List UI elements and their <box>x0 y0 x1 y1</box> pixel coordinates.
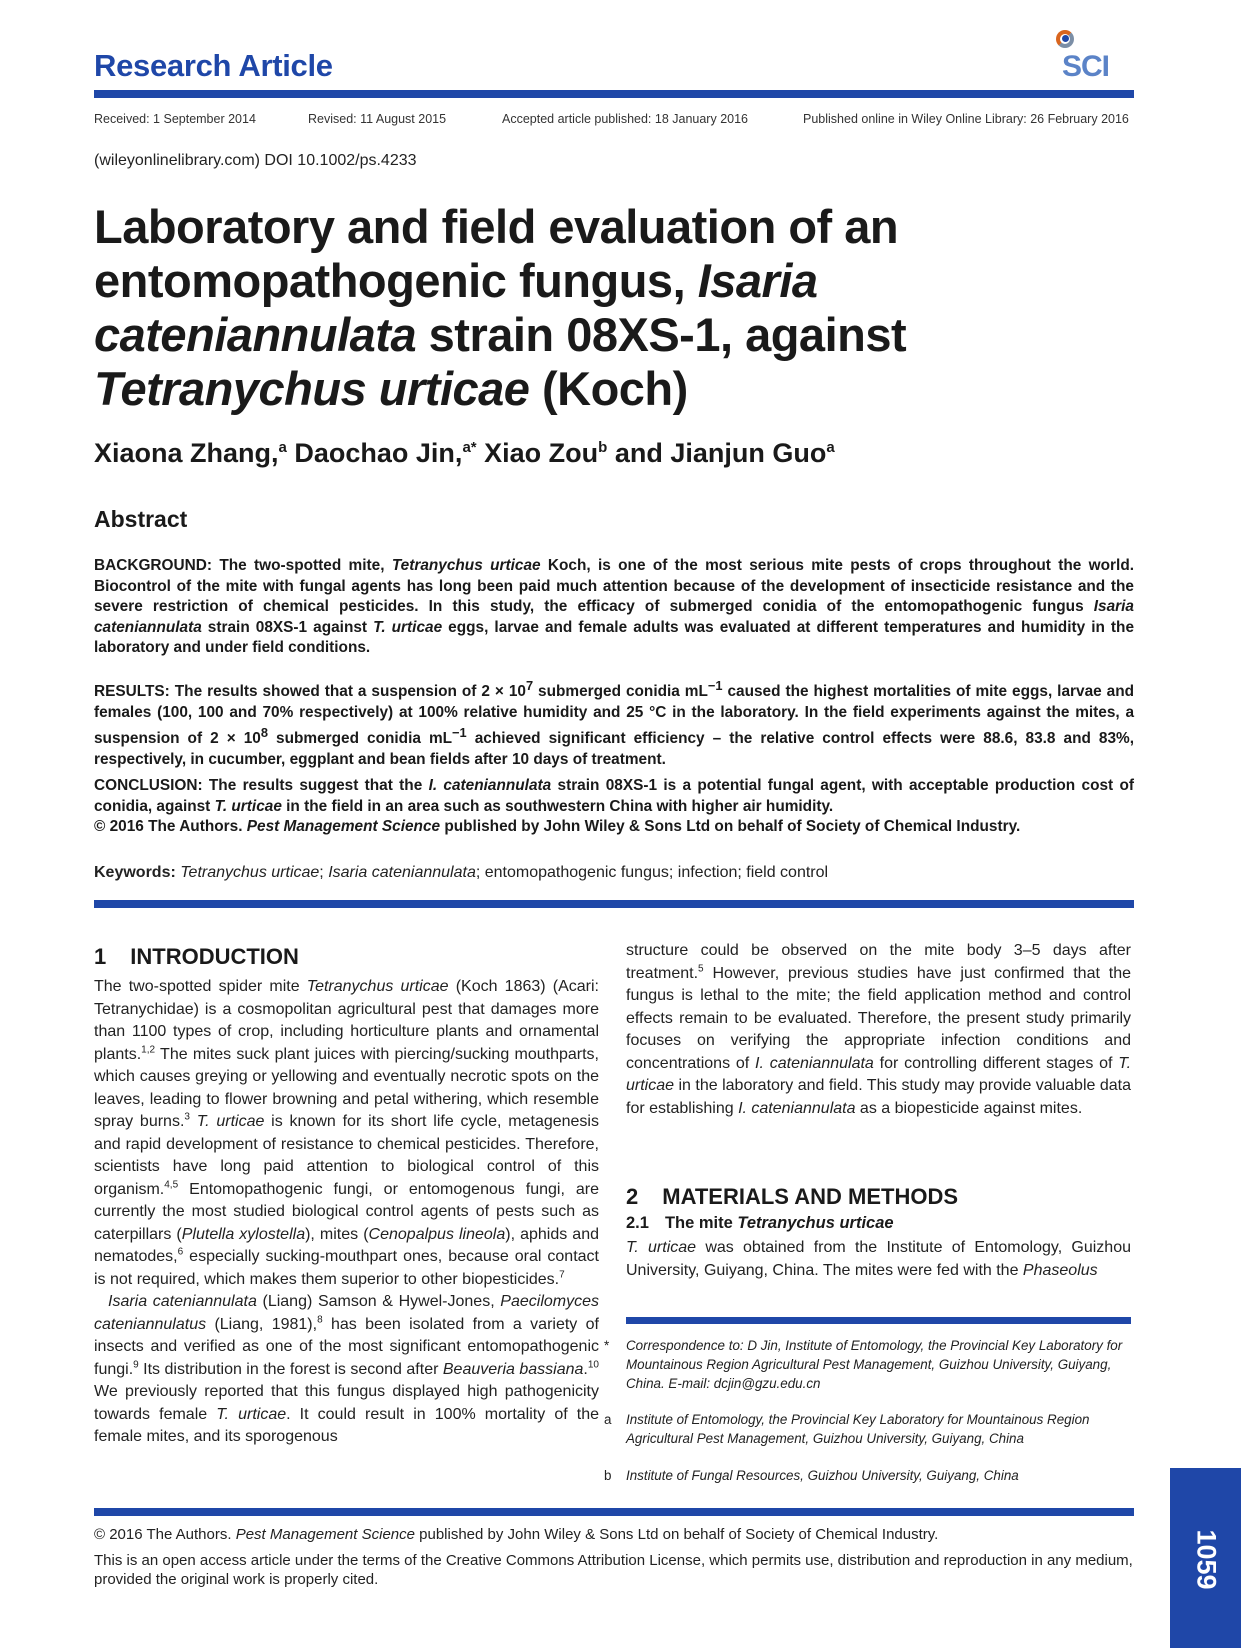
species-name: T. urticae <box>373 618 443 636</box>
keywords-label: Keywords: <box>94 864 176 881</box>
affiliation-b: b Institute of Fungal Resources, Guizhou University, Guiyang, China <box>604 1468 1019 1483</box>
intro-paragraph: Isaria cateniannulata (Liang) Samson & Hywel-Jones, Paecilomyces cateniannulatus (Liang, 1981),$^8$ has been isolated from a variety of insects and verified as one of the most significant entomopathogenic fungi.$^9$ Its distribution in the forest is second after Beauveria bassiana.$^{10}$ We previously reported that this fungus displayed high pathogenicity towards female T. urticae. It could result in 100% mortality of the female mites, and its sporogenous <box>94 1293 600 1445</box>
keyword: Isaria cateniannulata <box>328 864 476 881</box>
exponent: 8 <box>260 725 268 741</box>
results-label: RESULTS: <box>94 683 170 701</box>
title-text: strain 08XS-1, against <box>416 308 907 361</box>
abstract-text: achieved significant efficiency – the relative control effects were 88.6, 83.8 and 83%, respectively, in cucumber, eggplant and bean fields after 10 days of treatment. <box>94 730 1134 768</box>
doi: (wileyonlinelibrary.com) DOI 10.1002/ps.4233 <box>94 152 417 169</box>
conclusion-label: CONCLUSION: <box>94 777 203 794</box>
exponent: −1 <box>707 678 723 693</box>
abstract-text: The results suggest that the <box>202 777 429 794</box>
keyword-separator: ; <box>319 864 329 881</box>
methods-paragraph: T. urticae was obtained from the Institute of Entomology, Guizhou University, Guiyang, China. The mites were fed with the Phaseolus <box>626 1239 1131 1279</box>
title-species: Isaria cateniannulata <box>94 254 818 361</box>
citation-ref[interactable]: 1,2 <box>141 1044 156 1056</box>
abstract-text: strain 08XS-1 against <box>201 618 374 636</box>
footnote-mark: * <box>604 1338 610 1353</box>
subsection-heading <box>626 1214 894 1233</box>
citation-ref[interactable]: 5 <box>698 963 704 975</box>
abstract-text: The results showed that a suspension of 2 × 10 <box>169 683 526 701</box>
author-affiliation: b <box>598 439 608 456</box>
author-affiliation: a <box>826 439 835 456</box>
license-statement: This is an open access article under the terms of the Creative Commons Attribution License, which permits use, distribution and reproduction in any medium, provided the original work is properly cited. <box>94 1552 1133 1588</box>
citation-ref[interactable]: 7 <box>559 1269 565 1281</box>
abstract-text: eggs, larvae and female adults was evaluated at different temperatures and humidity in the laboratory and under field conditions. <box>94 618 1135 656</box>
background-label: BACKGROUND: <box>94 557 212 574</box>
abstract-conclusion <box>94 776 1134 838</box>
section-title: MATERIALS AND METHODS <box>662 1184 959 1209</box>
section-number: 2 <box>626 1184 639 1209</box>
journal-name: Pest Management Science <box>246 818 441 835</box>
header-rule <box>94 90 1134 98</box>
footer-copyright: © 2016 The Authors. Pest Management Science published by John Wiley & Sons Ltd on behalf of Society of Chemical Industry. <box>94 1526 939 1543</box>
citation-ref[interactable]: 4,5 <box>164 1179 179 1191</box>
footnote-mark: b <box>604 1468 612 1483</box>
sci-logo <box>1052 28 1142 84</box>
species-name: Isaria cateniannulata <box>94 598 1134 636</box>
abstract-text: strain 08XS-1 is a potential fungal agent, with acceptable production cost of conidia, against <box>94 777 1134 815</box>
article-title <box>94 200 974 416</box>
right-column <box>626 940 1131 1120</box>
title-species: Tetranychus urticae <box>94 362 530 415</box>
author-name: Xiaona Zhang, <box>94 438 279 468</box>
author-list <box>94 438 835 469</box>
footer-rule <box>94 1508 1134 1516</box>
abstract-copyright: published by John Wiley & Sons Ltd on behalf of Society of Chemical Industry. <box>440 818 1021 835</box>
exponent: −1 <box>452 725 467 741</box>
subsection-title: The mite <box>664 1214 738 1232</box>
abstract-text: in the field in an area such as southwestern China with higher air humidity. <box>281 797 834 815</box>
species-name: I. cateniannulata <box>428 777 552 794</box>
exponent: 7 <box>525 678 534 693</box>
abstract-text: caused the highest mortalities of mite eggs, larvae and females (100, 100 and 70% respectively) at 100% relative humidity and 25 °C in the laboratory. In the field experiments against the mites, a suspension of 2 × 10 <box>94 683 1135 748</box>
section-heading-methods <box>626 1184 958 1210</box>
intro-column <box>94 976 599 1449</box>
footnote-rule <box>626 1317 1131 1324</box>
citation-ref[interactable]: 10 <box>587 1359 599 1371</box>
author-name: Daochao Jin, <box>294 438 463 468</box>
species-name: Tetranychus urticae <box>737 1214 894 1232</box>
title-text: Laboratory and field evaluation of an entomopathogenic fungus, <box>94 200 899 307</box>
revised-date: Revised: 11 August 2015 <box>308 112 447 126</box>
abstract-copyright: © 2016 The Authors. <box>94 818 247 835</box>
species-name: Tetranychus urticae <box>391 557 541 574</box>
published-date: Published online in Wiley Online Library: 26 February 2016 <box>803 112 1129 126</box>
section-heading-introduction <box>94 944 299 970</box>
abstract-background <box>94 556 1134 659</box>
accepted-date: Accepted article published: 18 January 2016 <box>502 112 748 126</box>
abstract-heading: Abstract <box>94 506 188 532</box>
abstract-text: Koch, is one of the most serious mite pests of crops throughout the world. Biocontrol of the mite with fungal agents has long been paid much attention because of the development of insecticide resistance and the severe restriction of chemical pesticides. In this study, the efficacy of submerged conidia of the entomopathogenic fungus <box>94 557 1134 615</box>
affiliation-a: a Institute of Entomology, the Provincial Key Laboratory for Mountainous Region Agricultural Pest Management, Guizhou University, Guiyang, China <box>604 1412 1090 1446</box>
citation-ref[interactable]: 8 <box>317 1314 323 1326</box>
author-affiliation: a* <box>462 439 477 456</box>
footnote-mark: a <box>604 1412 612 1427</box>
received-date: Received: 1 September 2014 <box>94 112 256 126</box>
page-number: 1059 <box>1191 1529 1222 1590</box>
page-number-tab <box>1170 1468 1241 1648</box>
citation-ref[interactable]: 9 <box>133 1359 139 1371</box>
author-name: and Jianjun Guo <box>614 438 827 468</box>
keyword: Tetranychus urticae <box>180 864 320 881</box>
citation-ref[interactable]: 3 <box>184 1111 190 1123</box>
abstract-text: The two-spotted mite, <box>212 557 392 574</box>
article-type-label: Research Article <box>94 48 333 83</box>
abstract-text: submerged conidia mL <box>533 683 708 701</box>
title-text: (Koch) <box>529 362 688 415</box>
keywords <box>94 864 1134 882</box>
subsection-number: 2.1 <box>626 1214 649 1232</box>
species-name: T. urticae <box>214 797 282 815</box>
section-number: 1 <box>94 944 107 969</box>
correspondence-footnote: * Correspondence to: D Jin, Institute of Entomology, the Provincial Key Laboratory for Mountainous Region Agricultural Pest Management, Guizhou University, Guiyang, China. E-mail: dcjin@gzu.edu.cn <box>604 1338 1123 1391</box>
abstract-text: submerged conidia mL <box>268 730 453 748</box>
citation-ref[interactable]: 6 <box>177 1246 184 1258</box>
author-name: Xiao Zou <box>484 438 599 468</box>
abstract-results <box>94 676 1134 770</box>
author-affiliation: a <box>278 439 287 456</box>
sci-logo-dot-icon <box>1062 35 1069 42</box>
intro-paragraph: structure could be observed on the mite body 3–5 days after treatment.$^5$ However, previous studies have just confirmed that the fungus is lethal to the mite; the field application method and control effects remain to be evaluated. Therefore, the present study primarily focuses on verifying the appropriate infection conditions and concentrations of I. cateniannulata for controlling different stages of T. urticae in the laboratory and field. This study may provide valuable data for establishing I. cateniannulata as a biopesticide against mites. <box>626 942 1132 1117</box>
section-title: INTRODUCTION <box>130 944 299 969</box>
intro-paragraph: The two-spotted spider mite Tetranychus urticae (Koch 1863) (Acari: Tetranychidae) is a cosmopolitan agricultural pest that damages more than 1100 types of crop, including horticulture plants and ornamental plants.$^{1,2}$ The mites suck plant juices with piercing/sucking mouthparts, which causes greying or yellowing and eventually necrotic spots on the leaves, leading to flower browning and petal withering, which resemble spray burns.$^3$ T. urticae is known for its short life cycle, metagenesis and rapid development of resistance to chemical pesticides. Therefore, scientists have long paid attention to biological control of this organism.$^{4,5}$ Entomopathogenic fungi, or entomogenous fungi, are currently the most studied biological control agents of pests such as caterpillars (Plutella xylostella), mites (Cenopalpus lineola), aphids and nematodes,$^6$ especially sucking-mouthpart ones, because oral contact is not required, which makes them superior to other biopesticides.$^7$ <box>94 978 599 1288</box>
abstract-rule <box>94 900 1134 908</box>
sci-logo-text: SCI <box>1062 50 1110 83</box>
keyword: ; entomopathogenic fungus; infection; field control <box>475 864 829 881</box>
